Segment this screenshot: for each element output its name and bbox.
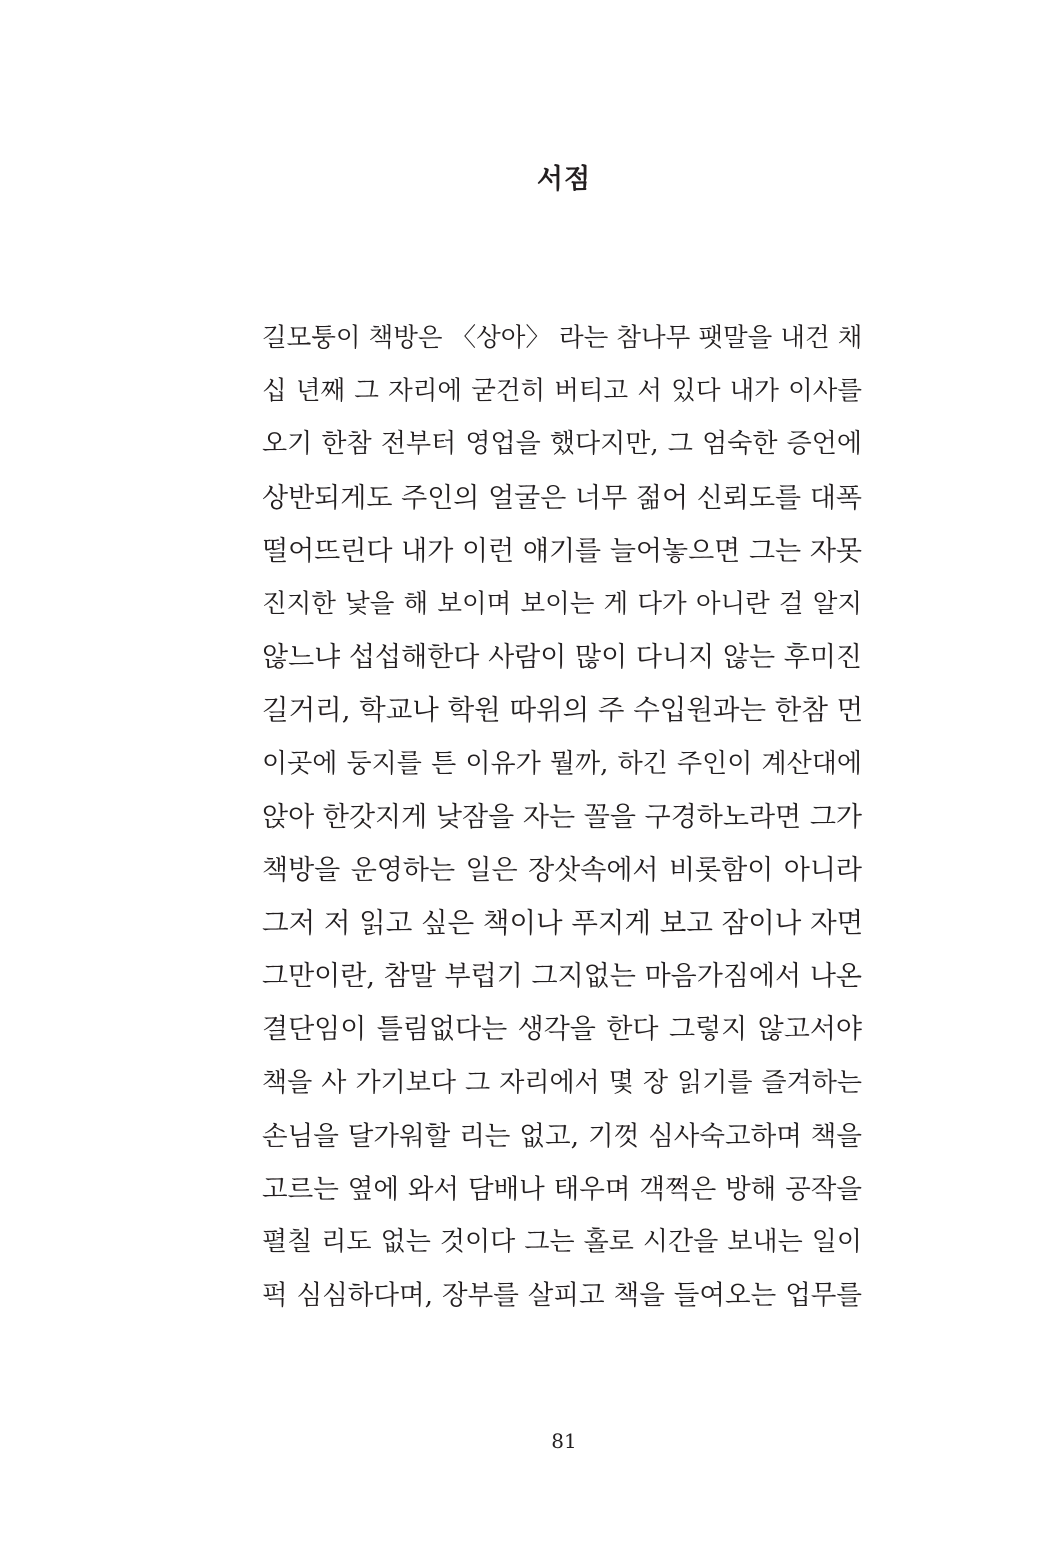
text-line: 떨어뜨린다 내가 이런 얘기를 늘어놓으면 그는 자못	[262, 535, 862, 567]
text-line: 책을 사 가기보다 그 자리에서 몇 장 읽기를 즐겨하는	[262, 1067, 862, 1098]
text-line: 이곳에 둥지를 튼 이유가 뭘까, 하긴 주인이 계산대에	[262, 748, 862, 779]
text-line: 그저 저 읽고 싶은 책이나 푸지게 보고 잠이나 자면	[262, 907, 864, 940]
text-line: 상반되게도 주인의 얼굴은 너무 젊어 신뢰도를 대폭	[262, 482, 862, 514]
text-line: 결단임이 틀림없다는 생각을 한다 그렇지 않고서야	[262, 1014, 862, 1046]
text-line: 앉아 한갓지게 낮잠을 자는 꼴을 구경하노라면 그가	[262, 801, 862, 833]
text-line: 책방을 운영하는 일은 장삿속에서 비롯함이 아니라	[262, 854, 862, 886]
text-line: 퍽 심심하다며, 장부를 살피고 책을 들여오는 업무를	[262, 1280, 862, 1312]
text-line: 진지한 낯을 해 보이며 보이는 게 다가 아니란 걸 알지	[262, 588, 862, 619]
text-line: 펼칠 리도 없는 것이다 그는 홀로 시간을 보내는 일이	[262, 1227, 862, 1258]
body-text	[262, 312, 862, 1323]
text-line: 않느냐 섭섭해한다 사람이 많이 다니지 않는 후미진	[262, 642, 862, 674]
text-line: 오기 한참 전부터 영업을 했다지만, 그 엄숙한 증언에	[262, 429, 862, 460]
text-line: 그만이란, 참말 부럽기 그지없는 마음가짐에서 나온	[262, 961, 862, 993]
chapter-title: 서점	[536, 164, 592, 195]
page-number: 81	[551, 1429, 577, 1453]
text-line: 길거리, 학교나 학원 따위의 주 수입원과는 한참 먼	[262, 694, 864, 727]
text-line: 손님을 달가워할 리는 없고, 기껏 심사숙고하며 책을	[262, 1120, 862, 1152]
text-line: 십 년째 그 자리에 굳건히 버티고 서 있다 내가 이사를	[262, 376, 862, 407]
text-line: 길모퉁이 책방은 〈상아〉 라는 참나무 팻말을 내건 채	[262, 323, 863, 353]
text-line: 고르는 옆에 와서 담배나 태우며 객쩍은 방해 공작을	[262, 1174, 862, 1205]
